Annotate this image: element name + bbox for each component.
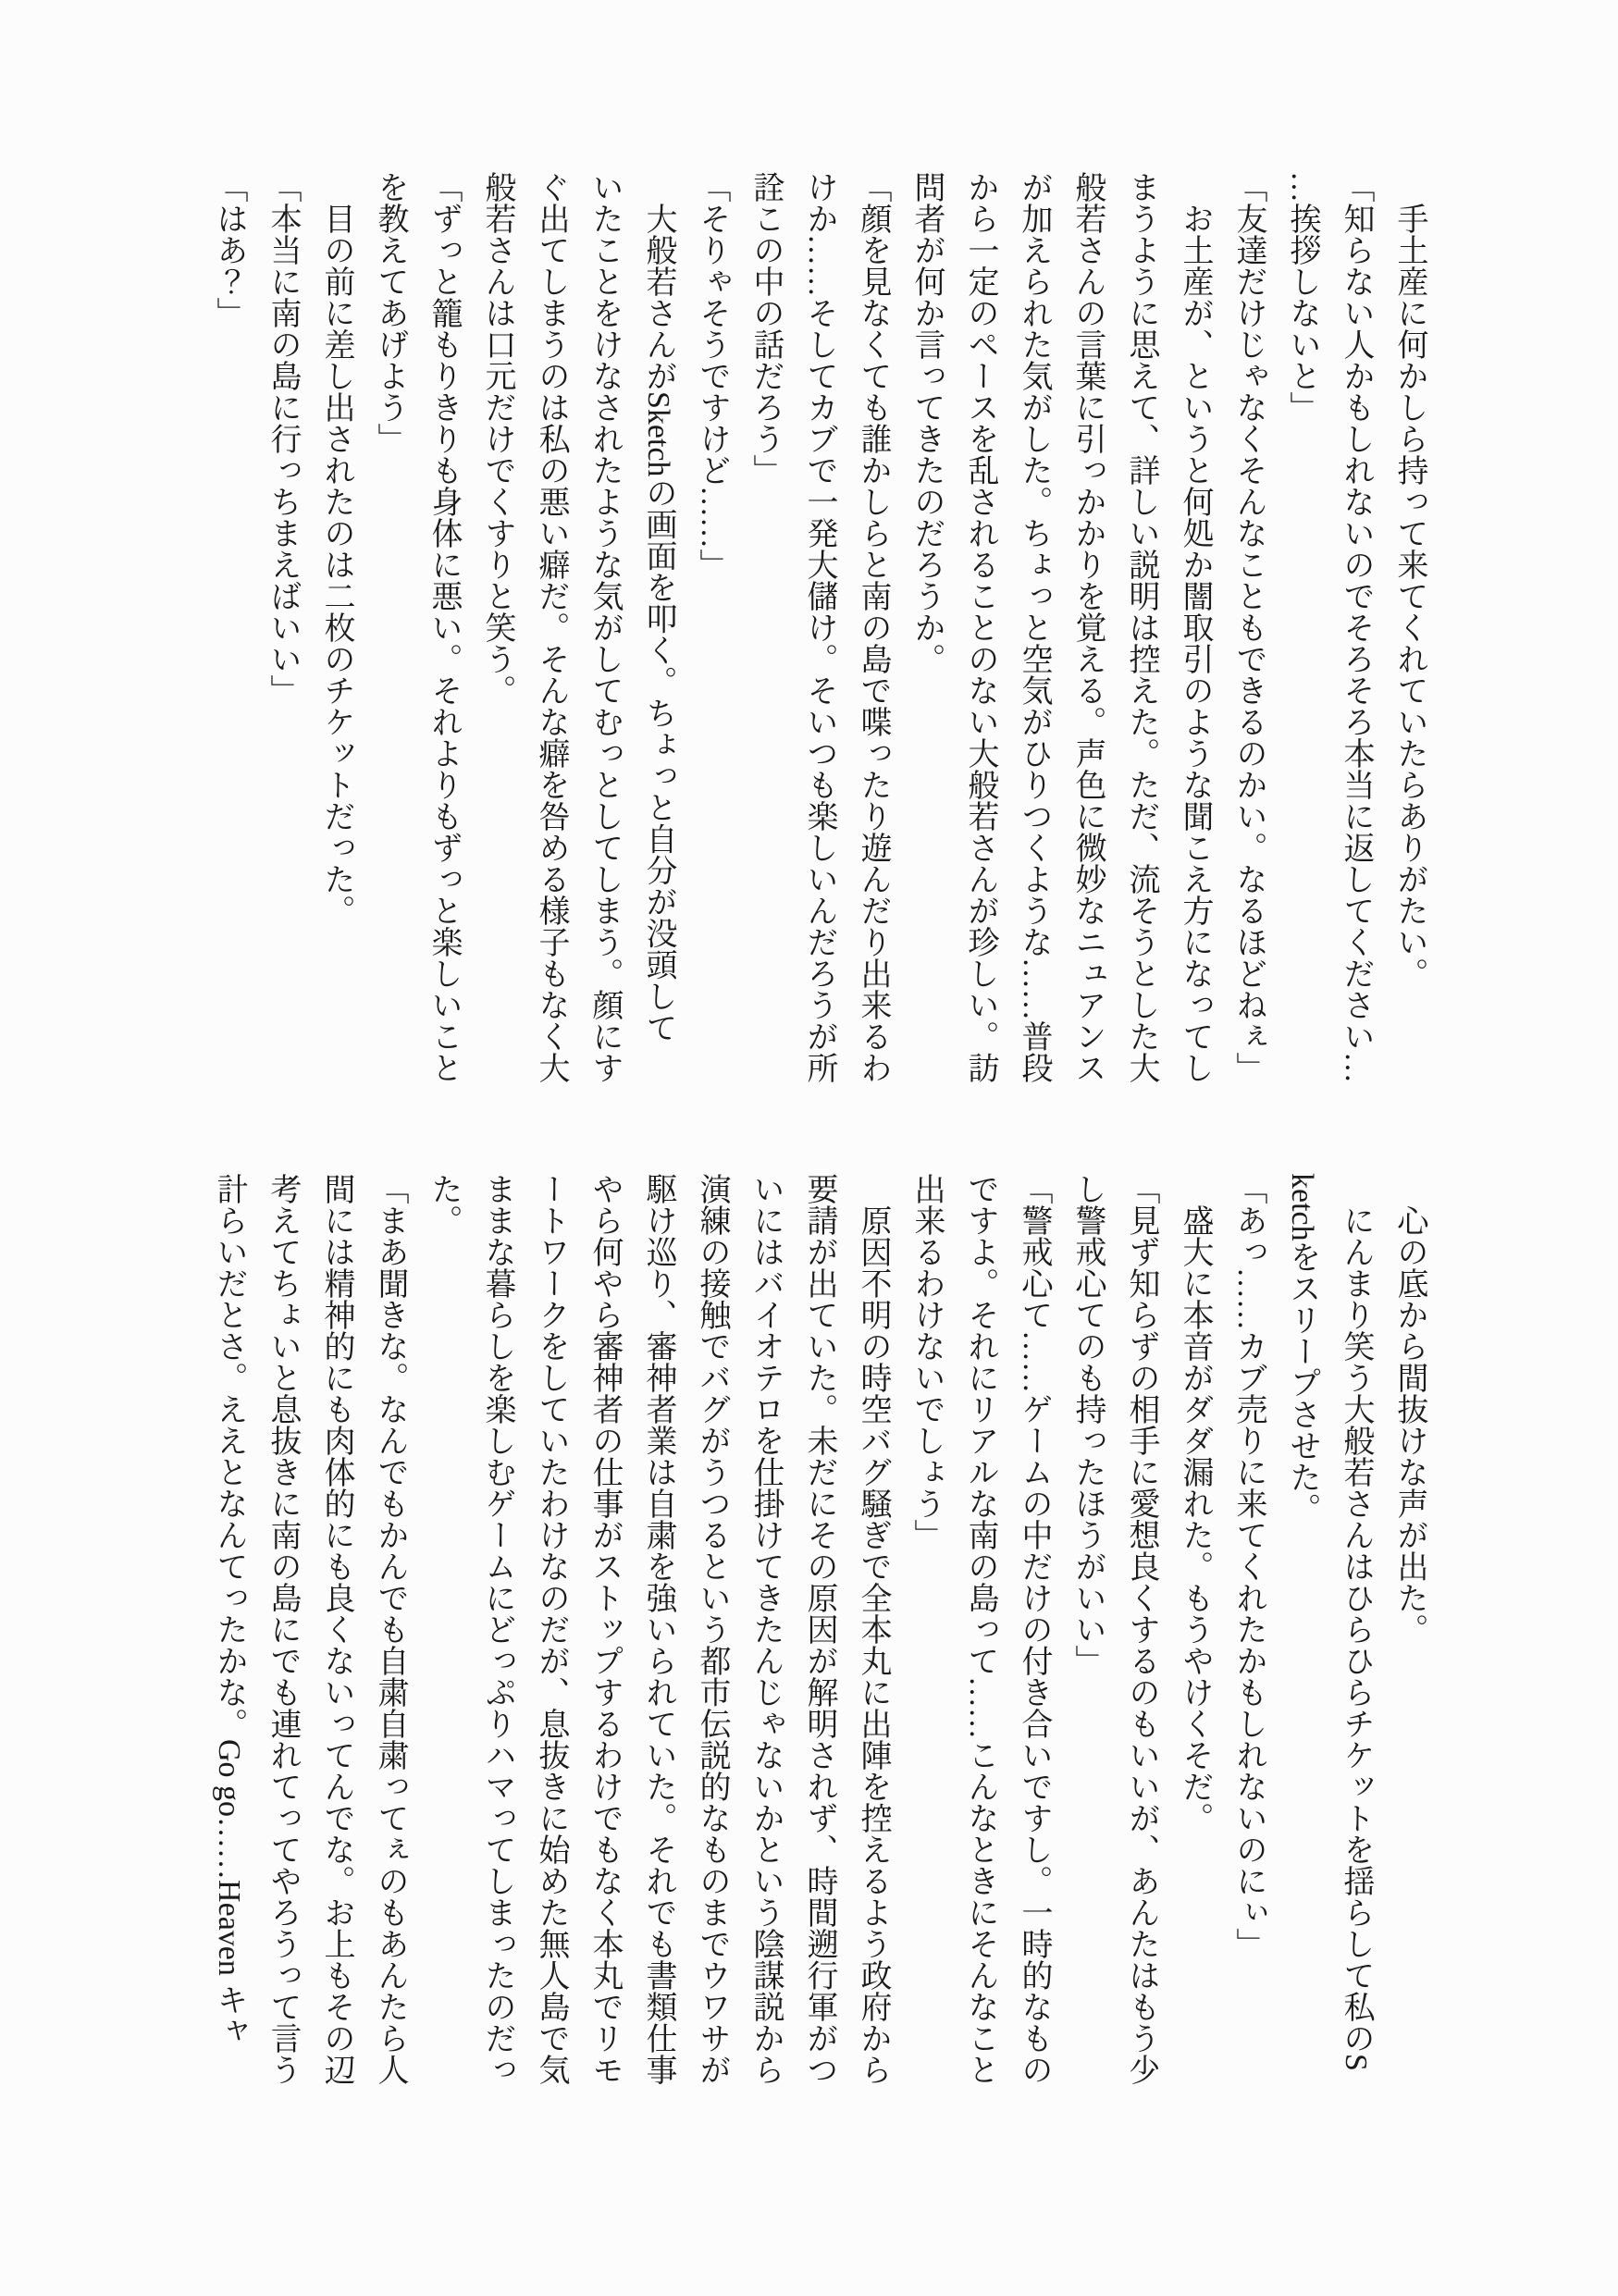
text-line: 詮この中の話だろう」 [748,171,783,486]
text-line: いにはバイオテロを仕掛けてきたんじゃないかという陰謀説から [748,1173,783,2085]
text-line: 般若さんは口元だけでくすりと笑う。 [480,171,514,706]
text-line: 大般若さんがSketchの画面を叩く。ちょっと自分が没頭して [641,171,675,1043]
text-line: けか……そしてカブで一発大儲け。そいつも楽しいんだろうが所 [802,171,836,1083]
text-line: 要請が出ていた。未だにその原因が解明されず、時間遡行軍がつ [802,1173,836,2085]
text-line: ですよ。それにリアルな南の島って……こんなときにそんなこと [963,1173,997,2085]
text-line: 「ずっと籠もりきりも身体に悪い。それよりもずっと楽しいこと [426,171,461,1083]
text-line: 原因不明の時空バグ騒ぎで全本丸に出陣を控えるよう政府から [856,1173,890,2085]
text-line: 「知らない人かもしれないのでそろそろ本当に返してください… [1339,171,1373,1083]
text-line: 手土産に何かしら持って来てくれていたらありがたい。 [1392,171,1427,989]
text-line: 盛大に本音がダダ漏れた。もうやけくそだ。 [1178,1173,1212,1833]
text-line: お土産が、というと何処か闇取引のような聞こえ方になってし [1178,171,1212,1083]
text-block-upper [202,171,1436,1119]
text-line: 間には精神的にも肉体的にも良くないってんでな。お上もその辺 [319,1173,353,2085]
text-line: やら何やら審神者の仕事がストップするわけでもなく本丸でリモ [587,1173,622,2085]
text-line: …挨拶しないと」 [1285,171,1319,423]
text-line: から一定のペースを乱されることのない大般若さんが珍しい。訪 [963,171,997,1083]
text-line: 「まあ聞きな。なんでもかんでも自粛自粛ってぇのもあんたら人 [373,1173,407,2085]
text-line: た。 [426,1173,461,1236]
text-line: 「見ず知らずの相手に愛想良くするのもいいが、あんたはもう少 [1124,1173,1158,2085]
text-line: を教えてあげよう」 [373,171,407,454]
text-line: まうように思えて、詳しい説明は控えた。ただ、流そうとした大 [1124,171,1158,1083]
text-line: 「警戒心て……ゲームの中だけの付き合いですし。一時的なもの [1017,1173,1051,2085]
text-line: にんまり笑う大般若さんはひらひらチケットを揺らして私のS [1339,1173,1373,2071]
text-block-lower [202,1173,1436,2121]
text-line: 「友達だけじゃなくそんなこともできるのかい。なるほどねぇ」 [1231,171,1266,1083]
text-line: 駆け巡り、審神者業は自粛を強いられていた。それでも書類仕事 [641,1173,675,2085]
text-line: 出来るわけないでしょう」 [909,1173,944,1550]
text-line: し警戒心てのも持ったほうがいい」 [1070,1173,1105,1676]
text-line: ぐ出てしまうのは私の悪い癖だ。そんな癖を咎める様子もなく大 [534,171,568,1083]
text-line: ketchをスリープさせた。 [1285,1173,1319,1524]
text-line: が加えられた気がした。ちょっと空気がひりつくような……普段 [1017,171,1051,1083]
text-line: 目の前に差し出されたのは二枚のチケットだった。 [319,171,353,926]
text-line: ートワークをしていたわけなのだが、息抜きに始めた無人島で気 [534,1173,568,2085]
text-line: 「はあ？」 [212,171,246,328]
text-line: 計らいだとさ。ええとなんてったかな。Go go……Heaven キャ [212,1173,246,2047]
text-line: いたことをけなされたような気がしてむっとしてしまう。顔にす [587,171,622,1083]
text-line: 心の底から間抜けな声が出た。 [1392,1173,1427,1645]
text-line: 演練の接触でバグがうつるという都市伝説的なものまでウワサが [695,1173,729,2085]
text-line: 「本当に南の島に行っちまえばいい」 [266,171,300,706]
text-line: 「あっ……カブ売りに来てくれたかもしれないのにぃ」 [1231,1173,1266,1959]
text-line: 「顔を見なくても誰かしらと南の島で喋ったり遊んだり出来るわ [856,171,890,1083]
text-line: 問者が何か言ってきたのだろうか。 [909,171,944,674]
text-line: ままな暮らしを楽しむゲームにどっぷりハマってしまったのだっ [480,1173,514,2085]
text-line: 般若さんの言葉に引っかかりを覚える。声色に微妙なニュアンス [1070,171,1105,1083]
text-line: 考えてちょいと息抜きに南の島にでも連れてってやろうって言う [266,1173,300,2085]
text-line: 「そりゃそうですけど……」 [695,171,729,580]
